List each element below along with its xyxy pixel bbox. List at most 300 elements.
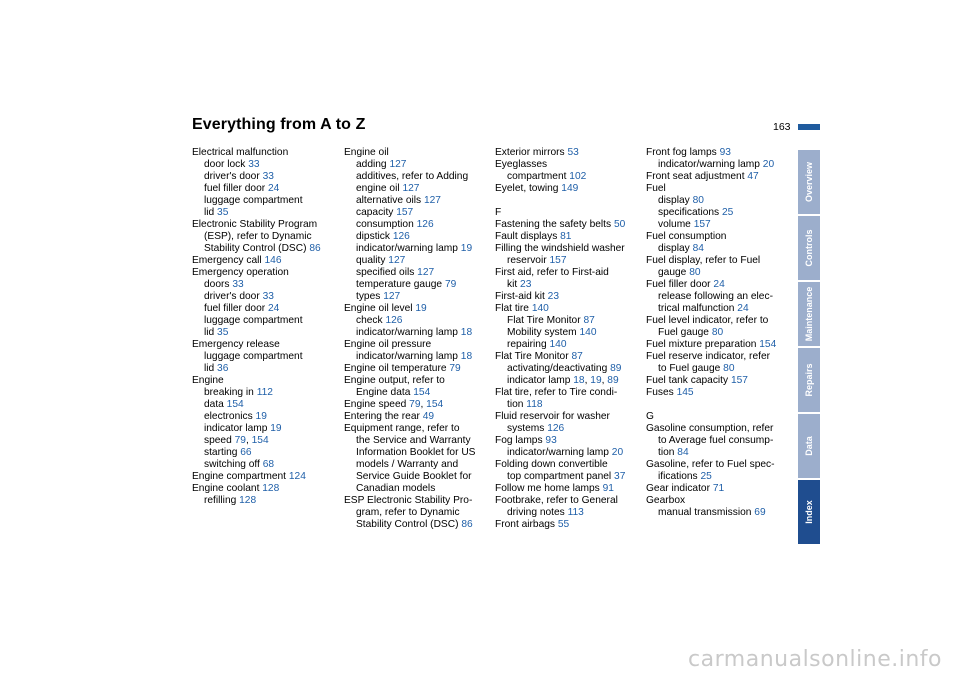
index-entry	[495, 483, 640, 495]
page-reference-link[interactable]: 89	[607, 375, 619, 386]
index-entry: speed 79, 154	[204, 435, 269, 446]
index-letter-heading	[495, 207, 640, 219]
page-reference-link[interactable]: 53	[567, 147, 579, 158]
page-reference-link[interactable]: 19	[255, 411, 267, 422]
index-term: Engine oil	[344, 147, 389, 158]
index-entry	[344, 471, 489, 483]
index-entry	[646, 423, 791, 435]
index-term: speed	[204, 435, 232, 446]
index-term: gauge	[658, 267, 687, 278]
index-spacer	[495, 195, 640, 207]
index-entry	[344, 447, 489, 459]
index-term: Engine coolant	[192, 483, 260, 494]
index-term: indicator lamp	[507, 375, 571, 386]
index-entry	[495, 183, 640, 195]
index-term: Information Booklet for US	[356, 447, 476, 458]
index-entry	[646, 183, 791, 195]
index-term: driver's door	[204, 171, 260, 182]
index-term: volume	[658, 219, 691, 230]
index-term: Fog lamps	[495, 435, 543, 446]
page-reference-link[interactable]: 145	[676, 387, 694, 398]
index-term: lid	[204, 207, 215, 218]
page-reference-link[interactable]: 128	[239, 495, 257, 506]
index-entry	[192, 291, 337, 303]
index-term: display	[658, 195, 690, 206]
index-term: Follow me home lamps	[495, 483, 600, 494]
index-term: indicator lamp	[204, 423, 268, 434]
index-term: temperature gauge	[356, 279, 443, 290]
index-term: activating/deactivating	[507, 363, 608, 374]
index-term: models / Warranty and	[356, 459, 459, 470]
index-term: Service Guide Booklet for	[356, 471, 472, 482]
index-term: Front seat adjustment	[646, 171, 745, 182]
page-reference-link[interactable]: 140	[531, 303, 549, 314]
tab-label: Overview	[804, 161, 814, 203]
index-term: Canadian models	[356, 483, 436, 494]
page-reference-link[interactable]: 140	[579, 327, 597, 338]
index-entry	[344, 243, 489, 255]
page-reference-link[interactable]: 157	[549, 255, 567, 266]
page-reference-link[interactable]: 81	[560, 231, 572, 242]
index-entry	[192, 387, 337, 399]
index-entry	[192, 159, 337, 171]
index-term: Fuel tank capacity	[646, 375, 729, 386]
page-reference-link[interactable]: 93	[719, 147, 731, 158]
index-entry	[344, 327, 489, 339]
index-entry	[495, 471, 640, 483]
index-entry	[344, 375, 489, 387]
page-reference-link[interactable]: 36	[217, 363, 229, 374]
page-reference-link[interactable]: 24	[713, 279, 725, 290]
page-reference-link[interactable]: 157	[396, 207, 414, 218]
index-entry	[192, 207, 337, 219]
index-entry	[495, 171, 640, 183]
section-tabs	[798, 150, 820, 546]
page-reference-link[interactable]: 18	[573, 375, 585, 386]
index-term: lid	[204, 363, 215, 374]
index-entry	[344, 315, 489, 327]
index-term: fuel filler door	[204, 303, 266, 314]
index-term: indicator/warning lamp	[356, 351, 458, 362]
page-reference-link[interactable]: 33	[262, 291, 274, 302]
index-entry	[495, 255, 640, 267]
page-reference-link[interactable]: 33	[232, 279, 244, 290]
index-entry	[495, 279, 640, 291]
index-term: data	[204, 399, 224, 410]
page-reference-link[interactable]: 24	[268, 183, 280, 194]
page-reference-link[interactable]: 33	[262, 171, 274, 182]
page-reference-link[interactable]: 19	[415, 303, 427, 314]
index-term: G	[646, 411, 654, 422]
index-entry	[646, 315, 791, 327]
index-term: Fastening the safety belts	[495, 219, 612, 230]
index-term: F	[495, 207, 502, 218]
page-reference-link[interactable]: 126	[392, 231, 410, 242]
index-entry	[646, 171, 791, 183]
index-entry	[344, 363, 489, 375]
index-term: Engine data	[356, 387, 411, 398]
index-term: Mobility system	[507, 327, 577, 338]
index-entry	[344, 507, 489, 519]
index-term: Electronic Stability Program	[192, 219, 318, 230]
page-reference-link[interactable]: 37	[614, 471, 626, 482]
page-reference-link[interactable]: 87	[571, 351, 583, 362]
index-entry	[495, 339, 640, 351]
index-entry	[646, 147, 791, 159]
index-entry	[344, 231, 489, 243]
page-reference-link[interactable]: 127	[389, 159, 407, 170]
index-term: Gear indicator	[646, 483, 710, 494]
page-reference-link[interactable]: 154	[251, 435, 269, 446]
index-term: Engine	[192, 375, 224, 386]
page-reference-link[interactable]: 84	[692, 243, 704, 254]
index-entry	[646, 219, 791, 231]
page-reference-link[interactable]: 113	[567, 507, 584, 518]
index-entry	[344, 183, 489, 195]
page-reference-link[interactable]: 24	[737, 303, 749, 314]
index-entry	[646, 483, 791, 495]
index-term: Gearbox	[646, 495, 686, 506]
index-term: Emergency call	[192, 255, 262, 266]
index-entry	[192, 411, 337, 423]
page-reference-link[interactable]: 25	[700, 471, 712, 482]
index-term: electronics	[204, 411, 253, 422]
index-entry	[646, 279, 791, 291]
index-term: luggage compartment	[204, 315, 303, 326]
tab-maintenance[interactable]	[798, 282, 820, 346]
index-entry	[495, 519, 640, 531]
index-entry	[646, 351, 791, 363]
index-term: quality	[356, 255, 386, 266]
index-term: release following an elec-	[658, 291, 773, 302]
index-term: Engine oil temperature	[344, 363, 447, 374]
index-entry	[495, 243, 640, 255]
page-reference-link[interactable]: 80	[723, 363, 735, 374]
watermark: carmanualsonline.info	[688, 647, 942, 672]
page-reference-link[interactable]: 154	[426, 399, 444, 410]
index-entry	[344, 279, 489, 291]
index-term: Fuel	[646, 183, 666, 194]
index-term: types	[356, 291, 381, 302]
index-entry	[192, 375, 337, 387]
index-term: Fuel level indicator, refer to	[646, 315, 769, 326]
index-entry	[646, 471, 791, 483]
page-reference-link[interactable]: 118	[526, 399, 543, 410]
index-term: Stability Control (DSC)	[204, 243, 307, 254]
index-entry	[344, 207, 489, 219]
index-term: gram, refer to Dynamic	[356, 507, 460, 518]
page-reference-link[interactable]: 24	[268, 303, 280, 314]
page-reference-link[interactable]: 23	[520, 279, 532, 290]
index-entry	[344, 339, 489, 351]
index-term: Flat tire	[495, 303, 529, 314]
index-term: lid	[204, 327, 215, 338]
index-term: consumption	[356, 219, 414, 230]
index-entry	[646, 207, 791, 219]
index-entry	[192, 423, 337, 435]
index-entry	[646, 327, 791, 339]
page-reference-link[interactable]: 18	[460, 351, 473, 362]
index-entry	[646, 447, 791, 459]
index-term: driver's door	[204, 291, 260, 302]
page-reference-link[interactable]: 102	[569, 171, 587, 182]
page-reference-link[interactable]: 91	[602, 483, 614, 494]
page-reference-link[interactable]: 157	[693, 219, 711, 230]
index-term: alternative oils	[356, 195, 422, 206]
page-reference-link[interactable]: 49	[422, 411, 435, 422]
index-term: Fuses	[646, 387, 674, 398]
index-entry	[192, 363, 337, 375]
page-reference-link[interactable]: 55	[557, 519, 570, 530]
index-term: Front fog lamps	[646, 147, 717, 158]
index-term: Engine speed	[344, 399, 407, 410]
page-reference-link[interactable]: 154	[226, 399, 244, 410]
page-reference-link[interactable]: 86	[461, 519, 473, 530]
index-term: door lock	[204, 159, 246, 170]
index-term: First-aid kit	[495, 291, 545, 302]
index-entry	[344, 519, 489, 531]
index-term: tion	[658, 447, 675, 458]
index-entry	[344, 171, 489, 183]
index-entry	[495, 219, 640, 231]
index-term: Fault displays	[495, 231, 558, 242]
index-term: Footbrake, refer to General	[495, 495, 618, 506]
index-term: indicator/warning lamp	[507, 447, 609, 458]
index-entry: Engine speed 79, 154	[344, 399, 444, 410]
index-term: switching off	[204, 459, 260, 470]
page-reference-link[interactable]: 149	[561, 183, 579, 194]
index-entry	[495, 327, 640, 339]
index-entry	[495, 351, 640, 363]
index-entry	[192, 315, 337, 327]
index-term: Fuel gauge	[658, 327, 709, 338]
index-entry: indicator lamp 18, 19, 89	[507, 375, 619, 386]
index-term: Fluid reservoir for washer	[495, 411, 610, 422]
index-term: starting	[204, 447, 238, 458]
index-term: capacity	[356, 207, 394, 218]
page-reference-link[interactable]: 146	[264, 255, 282, 266]
index-term: specifications	[658, 207, 720, 218]
index-term: Stability Control (DSC)	[356, 519, 459, 530]
index-term: the Service and Warranty	[356, 435, 471, 446]
index-term: indicator/warning lamp	[356, 243, 458, 254]
index-term: Exterior mirrors	[495, 147, 565, 158]
page-reference-link[interactable]: 71	[712, 483, 725, 494]
index-entry	[192, 471, 337, 483]
page-reference-link[interactable]: 23	[547, 291, 559, 302]
page-reference-link[interactable]: 128	[262, 483, 280, 494]
index-entry	[646, 507, 791, 519]
page-reference-link[interactable]: 80	[689, 267, 701, 278]
index-entry	[192, 351, 337, 363]
page-reference-link[interactable]: 35	[217, 327, 229, 338]
index-entry	[495, 231, 640, 243]
index-entry	[344, 351, 489, 363]
index-term: Gasoline, refer to Fuel spec-	[646, 459, 775, 470]
page-reference-link[interactable]: 19	[460, 243, 473, 254]
page-reference-link[interactable]: 127	[417, 267, 435, 278]
index-term: to Average fuel consump-	[658, 435, 774, 446]
index-term: tion	[507, 399, 524, 410]
index-entry	[646, 231, 791, 243]
index-column-2	[344, 147, 489, 531]
index-entry	[192, 399, 337, 411]
index-entry	[344, 291, 489, 303]
page-reference-link[interactable]: 89	[610, 363, 622, 374]
index-term: Entering the rear	[344, 411, 420, 422]
index-column-1	[192, 147, 337, 507]
page-reference-link[interactable]: 33	[248, 159, 260, 170]
page-reference-link[interactable]: 50	[613, 219, 626, 230]
index-term: Emergency operation	[192, 267, 289, 278]
page-reference-link[interactable]: 84	[677, 447, 689, 458]
index-term: Gasoline consumption, refer	[646, 423, 774, 434]
index-entry	[495, 423, 640, 435]
index-entry	[192, 339, 337, 351]
index-term: to Fuel gauge	[658, 363, 721, 374]
page-number: 163	[773, 121, 791, 133]
page-reference-link[interactable]: 69	[754, 507, 766, 518]
page-reference-link[interactable]: 47	[747, 171, 759, 182]
index-term: Electrical malfunction	[192, 147, 289, 158]
page-reference-link[interactable]: 87	[583, 315, 595, 326]
tab-controls[interactable]	[798, 216, 820, 280]
index-entry	[344, 195, 489, 207]
tab-repairs[interactable]	[798, 348, 820, 412]
index-entry	[344, 219, 489, 231]
index-entry	[495, 267, 640, 279]
index-term: manual transmission	[658, 507, 752, 518]
page-reference-link[interactable]: 124	[288, 471, 306, 482]
page-reference-link[interactable]: 127	[388, 255, 406, 266]
page-reference-link[interactable]: 126	[385, 315, 403, 326]
page-reference-link[interactable]: 68	[262, 459, 275, 470]
index-entry	[344, 459, 489, 471]
index-entry	[646, 243, 791, 255]
page-reference-link[interactable]: 18	[460, 327, 473, 338]
index-entry	[192, 267, 337, 279]
page-reference-link[interactable]: 35	[217, 207, 229, 218]
page-reference-link[interactable]: 20	[611, 447, 624, 458]
index-term: display	[658, 243, 690, 254]
index-term: Engine compartment	[192, 471, 287, 482]
index-term: Eyeglasses	[495, 159, 548, 170]
index-entry	[646, 375, 791, 387]
index-entry	[192, 327, 337, 339]
page-reference-link[interactable]: 20	[762, 159, 775, 170]
index-term: Fuel reserve indicator, refer	[646, 351, 771, 362]
index-entry	[646, 255, 791, 267]
index-entry	[192, 459, 337, 471]
page-reference-link[interactable]: 79	[409, 399, 421, 410]
index-term: engine oil	[356, 183, 400, 194]
page-reference-link[interactable]: 127	[383, 291, 401, 302]
index-entry	[495, 399, 640, 411]
index-entry	[495, 315, 640, 327]
page-reference-link[interactable]: 19	[270, 423, 282, 434]
index-column-4	[646, 147, 791, 519]
index-term: Fuel display, refer to Fuel	[646, 255, 761, 266]
index-entry	[344, 303, 489, 315]
index-entry	[344, 147, 489, 159]
index-entry	[646, 495, 791, 507]
index-entry	[192, 279, 337, 291]
tab-data[interactable]	[798, 414, 820, 478]
index-entry	[495, 291, 640, 303]
index-term: specified oils	[356, 267, 415, 278]
page-reference-link[interactable]: 25	[722, 207, 734, 218]
index-entry	[344, 411, 489, 423]
index-entry	[344, 267, 489, 279]
index-term: Flat Tire Monitor	[495, 351, 569, 362]
index-term: luggage compartment	[204, 351, 303, 362]
index-entry	[646, 303, 791, 315]
index-entry	[344, 495, 489, 507]
index-entry	[495, 159, 640, 171]
index-entry	[192, 183, 337, 195]
index-entry	[495, 411, 640, 423]
index-entry	[192, 219, 337, 231]
index-entry	[495, 363, 640, 375]
index-entry	[495, 303, 640, 315]
index-term: dipstick	[356, 231, 390, 242]
page-reference-link[interactable]: 154	[759, 339, 777, 350]
page-reference-link[interactable]: 126	[416, 219, 434, 230]
tab-label: Index	[804, 500, 814, 524]
page-reference-link[interactable]: 66	[240, 447, 252, 458]
page-reference-link[interactable]: 126	[547, 423, 565, 434]
page-title: Everything from A to Z	[192, 116, 366, 133]
index-entry	[344, 483, 489, 495]
page-reference-link[interactable]: 154	[413, 387, 431, 398]
index-term: ifications	[658, 471, 698, 482]
page-reference-link[interactable]: 86	[309, 243, 321, 254]
page-marker	[798, 124, 820, 130]
page-reference-link[interactable]: 112	[256, 387, 273, 398]
index-term: luggage compartment	[204, 195, 303, 206]
index-term: Fuel mixture preparation	[646, 339, 757, 350]
index-entry	[646, 363, 791, 375]
index-term: repairing	[507, 339, 547, 350]
index-entry	[192, 303, 337, 315]
index-term: First aid, refer to First-aid	[495, 267, 609, 278]
page-reference-link[interactable]: 79	[234, 435, 246, 446]
page-reference-link[interactable]: 80	[711, 327, 724, 338]
tab-overview[interactable]	[798, 150, 820, 214]
page-reference-link[interactable]: 140	[549, 339, 567, 350]
index-term: Flat tire, refer to Tire condi-	[495, 387, 618, 398]
index-entry	[495, 447, 640, 459]
index-term: Eyelet, towing	[495, 183, 559, 194]
tab-label: Maintenance	[804, 286, 814, 342]
page-reference-link[interactable]: 19	[590, 375, 602, 386]
index-entry	[495, 495, 640, 507]
index-entry	[495, 507, 640, 519]
page-reference-link[interactable]: 157	[730, 375, 748, 386]
tab-index[interactable]	[798, 480, 820, 544]
page-reference-link[interactable]: 79	[444, 279, 457, 290]
index-term: Flat Tire Monitor	[507, 315, 581, 326]
page-reference-link[interactable]: 127	[423, 195, 441, 206]
page-reference-link[interactable]: 79	[449, 363, 461, 374]
index-term: refilling	[204, 495, 237, 506]
page-reference-link[interactable]: 127	[402, 183, 420, 194]
index-term: Engine output, refer to	[344, 375, 445, 386]
page-reference-link[interactable]: 80	[692, 195, 704, 206]
page-reference-link[interactable]: 93	[545, 435, 557, 446]
index-term: Front airbags	[495, 519, 556, 530]
index-entry	[646, 267, 791, 279]
